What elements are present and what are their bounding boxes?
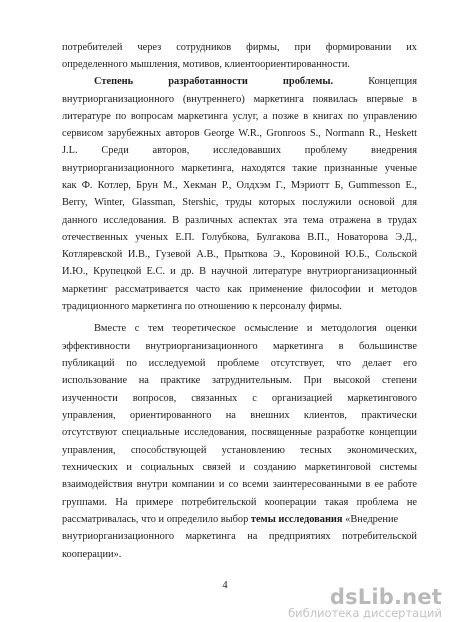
text-line: традиционного маркетинга по отношению к персоналу фирмы. [62, 301, 342, 312]
text-line: публикаций по исследуемой проблеме отсутствует, что делает его [62, 358, 417, 369]
text-line: взаимодействия внутри компании и со всеми заинтересованными в ее работе [62, 479, 417, 490]
text-line: потребителей через сотрудников фирмы, при формировании их [62, 42, 417, 53]
text-line: использование на практике затруднительным. При высокой степени [62, 375, 417, 386]
watermark-logo: dsLib.net [329, 585, 442, 609]
topic-label: темы исследования [250, 514, 343, 525]
text-line: внутриорганизационного маркетинга, находятся такие признанные ученые [62, 163, 417, 174]
page-number: 4 [222, 580, 228, 591]
text-line: технических и социальных связей и созданию маркетинговой системы [62, 462, 417, 473]
text-line: данного исследования. В различных аспектах эта тема отражена в трудах [62, 215, 417, 226]
text-line: И.Ю., Крупецкой Е.С. и др. В научной литературе внутриорганизационный [62, 266, 417, 277]
text-line: определенного мышления, мотивов, клиентоориентированности. [62, 59, 350, 70]
text-line: Вместе с тем теоретическое осмысление и методология оценки [94, 323, 417, 334]
text-line: внутриорганизационного (внутреннего) маркетинга появилась впервые в [62, 94, 417, 105]
text-fragment: рассматривалась, что и определило выбор [62, 514, 251, 525]
watermark-tagline: библиотека диссертаций [288, 606, 442, 620]
text-line: внутриорганизационного маркетинга на предприятиях потребительской [62, 531, 417, 542]
text-line: эффективности внутриорганизационного маркетинга в большинстве [62, 341, 417, 352]
text-line: управления, способствующей установлению тесных экономических, [62, 445, 417, 456]
text-line: Berry, Winter, Glassman, Stershic, труды которых послужили основой для [62, 197, 417, 208]
text-line: J.L. Среди авторов, исследовавших проблему внедрения [62, 145, 417, 156]
text-line: маркетинг рассматривается часто как применение философии и методов [62, 284, 417, 295]
section-heading: Степень разработанности проблемы. [94, 76, 334, 87]
topic-line [62, 513, 417, 526]
text-line: отечественных ученых Е.П. Голубкова, Булгакова В.П., Новаторова Э.Д., [62, 232, 417, 243]
text-fragment: Концепция [368, 76, 417, 87]
text-fragment: «Внедрение [345, 514, 399, 525]
text-line: литературе по вопросам маркетинга услуг, а позже в книгах по управлению [62, 111, 417, 122]
text-line: сервисом зарубежных авторов George W.R., Gronroos S., Normann R., Heskett [62, 128, 417, 139]
text-line: Котляревской И.В., Гузевой А.В., Прыткова Э., Коровиной Ю.Б., Сольской [62, 249, 417, 260]
text-line: как Ф. Котлер, Брун М., Хекман Р., Олдхэм Г., Мэриотт Б, Gummesson E., [62, 180, 417, 191]
text-line: кооперации». [62, 549, 122, 560]
text-line: отсутствуют специальные исследования, посвященные разработке концепции [62, 427, 417, 438]
text-line: управления, ориентированного на внешних клиентов, практически [62, 410, 417, 421]
text-line: группами. На примере потребительской кооперации такая проблема не [62, 497, 417, 508]
section-heading-line [94, 75, 417, 88]
text-line: изученности вопросов, связанных с организацией маркетингового [62, 393, 417, 404]
watermark [268, 586, 446, 620]
